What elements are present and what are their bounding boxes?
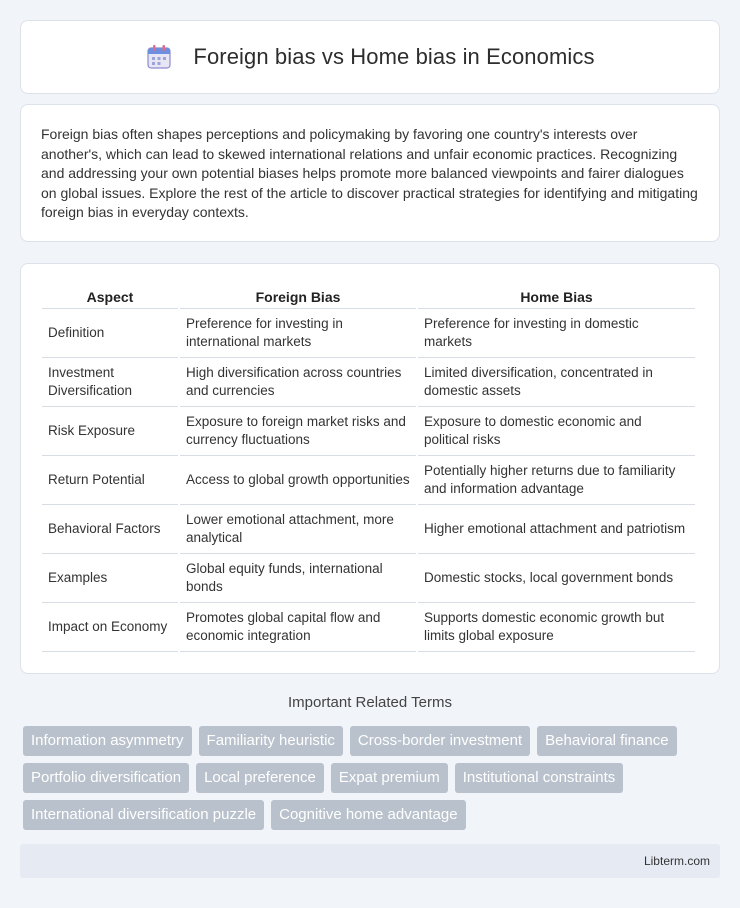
table-cell-aspect: Behavioral Factors	[42, 505, 178, 554]
related-term-tag[interactable]: Behavioral finance	[537, 726, 676, 756]
tag-row	[23, 763, 723, 793]
tag-row	[23, 800, 723, 830]
table-cell-foreign: Global equity funds, international bonds	[180, 554, 416, 603]
related-term-tag[interactable]: Institutional constraints	[455, 763, 624, 793]
table-cell-home: Domestic stocks, local government bonds	[418, 554, 695, 603]
related-term-tag[interactable]: Cross-border investment	[350, 726, 530, 756]
column-header-aspect: Aspect	[42, 284, 178, 309]
table-cell-aspect: Examples	[42, 554, 178, 603]
table-cell-home: Exposure to domestic economic and political risks	[418, 407, 695, 456]
table-cell-foreign: Promotes global capital flow and economic integration	[180, 603, 416, 652]
table-cell-home: Potentially higher returns due to familiarity and information advantage	[418, 456, 695, 505]
table-row	[42, 358, 695, 407]
table-cell-aspect: Risk Exposure	[42, 407, 178, 456]
related-terms-title: Important Related Terms	[288, 694, 452, 711]
table-cell-home: Higher emotional attachment and patriotism	[418, 505, 695, 554]
intro-text: Foreign bias often shapes perceptions and policymaking by favoring one country's interests over another's, which can lead to skewed international relations and unfair economic practices. Recognizing and addressing your own potential biases helps promote more balanced viewpoints and fairer dialogues on global issues. Explore the rest of the article to discover practical strategies for identifying and mitigating foreign bias in everyday contexts.	[41, 126, 698, 220]
comparison-table-card	[20, 263, 720, 674]
table-cell-aspect: Definition	[42, 309, 178, 358]
related-term-tag[interactable]: Familiarity heuristic	[199, 726, 343, 756]
related-terms-list	[23, 726, 723, 837]
comparison-table	[40, 284, 697, 652]
table-cell-home: Limited diversification, concentrated in domestic assets	[418, 358, 695, 407]
footer-site-link[interactable]: Libterm.com	[643, 854, 710, 868]
calendar-icon	[145, 43, 173, 71]
column-header-home-bias: Home Bias	[418, 284, 695, 309]
table-cell-foreign: High diversification across countries and currencies	[180, 358, 416, 407]
table-row	[42, 554, 695, 603]
table-row	[42, 456, 695, 505]
table-row	[42, 309, 695, 358]
table-row	[42, 505, 695, 554]
tag-row	[23, 726, 723, 756]
intro-card	[20, 104, 720, 242]
related-term-tag[interactable]: Cognitive home advantage	[271, 800, 465, 830]
table-cell-home: Preference for investing in domestic markets	[418, 309, 695, 358]
table-cell-foreign: Access to global growth opportunities	[180, 456, 416, 505]
table-cell-foreign: Preference for investing in international markets	[180, 309, 416, 358]
related-term-tag[interactable]: Portfolio diversification	[23, 763, 189, 793]
table-cell-foreign: Lower emotional attachment, more analytical	[180, 505, 416, 554]
page-title: Foreign bias vs Home bias in Economics	[193, 44, 595, 69]
related-term-tag[interactable]: Local preference	[196, 763, 324, 793]
table-row	[42, 407, 695, 456]
table-cell-aspect: Investment Diversification	[42, 358, 178, 407]
column-header-foreign-bias: Foreign Bias	[180, 284, 416, 309]
table-cell-home: Supports domestic economic growth but limits global exposure	[418, 603, 695, 652]
title-card	[20, 20, 720, 94]
table-cell-aspect: Impact on Economy	[42, 603, 178, 652]
table-header-row	[42, 284, 695, 309]
related-term-tag[interactable]: International diversification puzzle	[23, 800, 264, 830]
related-term-tag[interactable]: Expat premium	[331, 763, 448, 793]
table-cell-aspect: Return Potential	[42, 456, 178, 505]
table-row	[42, 603, 695, 652]
footer	[20, 844, 720, 878]
related-term-tag[interactable]: Information asymmetry	[23, 726, 192, 756]
table-cell-foreign: Exposure to foreign market risks and currency fluctuations	[180, 407, 416, 456]
